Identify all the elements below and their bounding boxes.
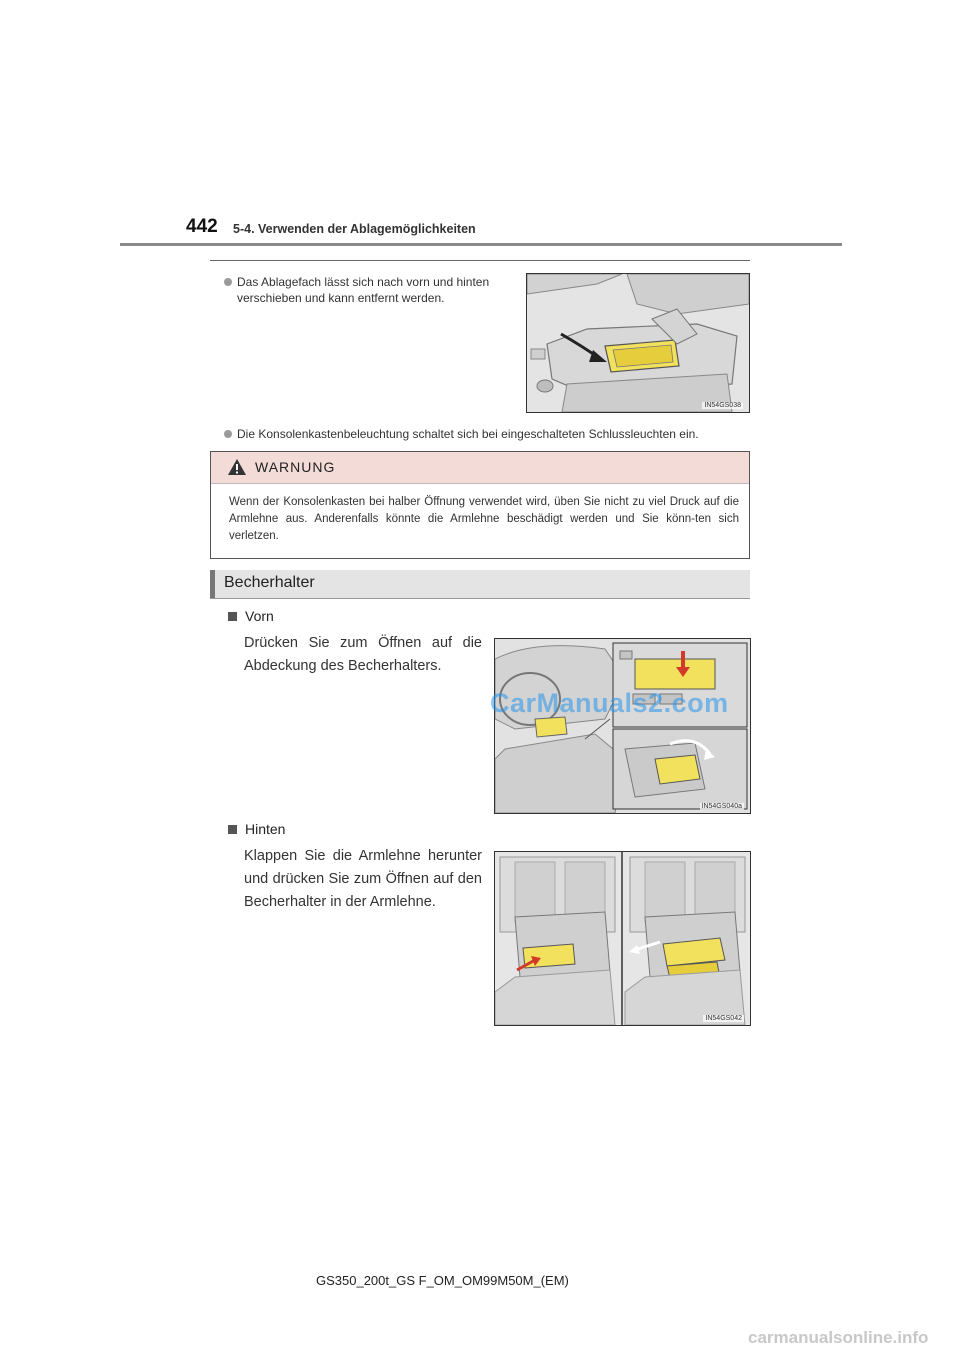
figure-code: IN54GS040a xyxy=(701,803,742,810)
figure-code: IN54GS042 xyxy=(705,1015,742,1022)
warning-label: WARNUNG xyxy=(255,459,336,475)
subheading-front xyxy=(228,608,274,624)
section-title: 5-4. Verwenden der Ablagemöglichkeiten xyxy=(233,222,476,236)
subheading-rear xyxy=(228,821,285,837)
rear-cupholder-illustration xyxy=(495,852,750,1025)
warning-triangle-icon xyxy=(227,458,247,476)
square-bullet-icon xyxy=(228,825,237,834)
section-bar xyxy=(210,570,750,599)
warning-box xyxy=(210,451,750,559)
watermark-bottom: carmanualsonline.info xyxy=(748,1328,929,1347)
rear-instructions: Klappen Sie die Armlehne herunter und drücken Sie zum Öffnen auf den Becherhalter in der Armlehne. xyxy=(244,848,482,910)
section-heading: Becherhalter xyxy=(224,574,315,591)
bullet-console-light xyxy=(224,426,754,442)
subheading-rear-label: Hinten xyxy=(245,821,286,837)
warning-header xyxy=(211,452,749,484)
bullet-dot-icon xyxy=(224,430,232,438)
front-instructions: Drücken Sie zum Öffnen auf die Abdeckung des Becherhalters. xyxy=(244,635,482,674)
figure-rear-cupholder xyxy=(494,851,751,1026)
bullet-text-line2: verschieben und kann entfernt werden. xyxy=(237,291,445,305)
figure-console-tray xyxy=(526,273,750,413)
watermark-center: CarManuals2.com xyxy=(490,688,729,718)
front-cupholder-illustration xyxy=(495,639,750,813)
header-rule xyxy=(120,243,842,246)
bullet-storage-tray xyxy=(224,274,514,306)
bullet-dot-icon xyxy=(224,278,232,286)
figure-front-cupholder xyxy=(494,638,751,814)
bullet-text: Die Konsolenkastenbeleuchtung schaltet sich bei eingeschalteten Schlussleuchten ein. xyxy=(237,427,699,441)
bullet-text-line1: Das Ablagefach lässt sich nach vorn und hinten xyxy=(237,275,490,289)
subheading-front-label: Vorn xyxy=(245,608,274,624)
top-rule xyxy=(210,260,750,261)
footer-model-code: GS350_200t_GS F_OM_OM99M50M_(EM) xyxy=(316,1273,569,1288)
square-bullet-icon xyxy=(228,612,237,621)
figure-code: IN54GS038 xyxy=(704,402,741,409)
page-number: 442 xyxy=(186,216,218,237)
console-tray-illustration xyxy=(527,274,749,412)
warning-text: Wenn der Konsolenkasten bei halber Öffnung verwendet wird, üben Sie nicht zu viel Druck auf die Armlehne aus. Anderenfalls könnte die Armlehne beschädigt werden und Sie könn-ten sich verletzen. xyxy=(229,496,739,542)
section-marker xyxy=(210,570,215,598)
